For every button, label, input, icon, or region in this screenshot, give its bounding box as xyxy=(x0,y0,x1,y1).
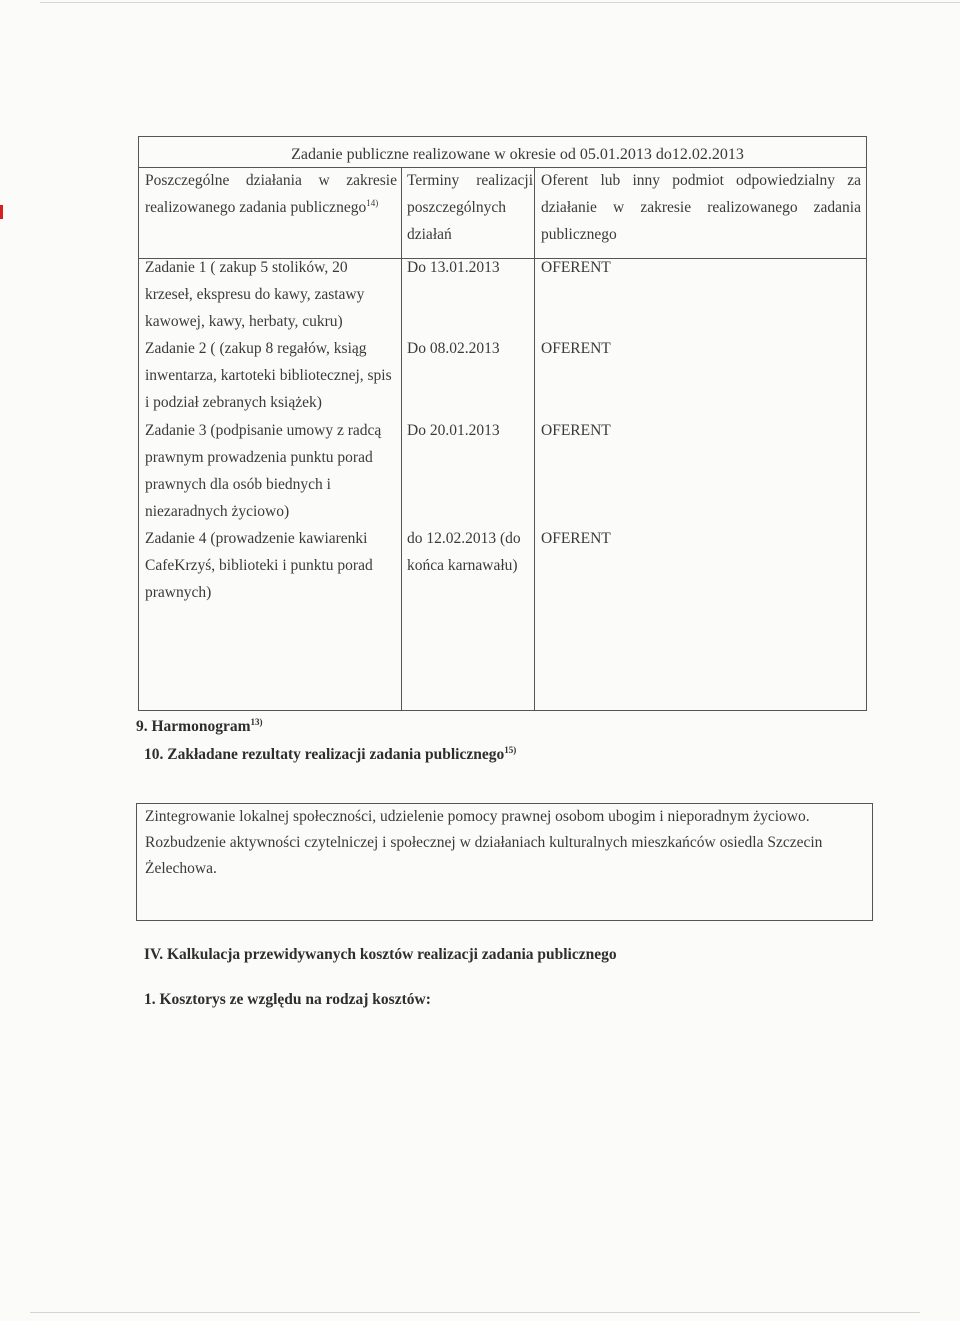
section-10-heading xyxy=(144,746,516,764)
row-1-task-line-1: Zadanie 1 ( zakup 5 stolików, 20 xyxy=(145,259,348,276)
table-row-1-task xyxy=(145,254,397,335)
row-1-task-line-2: krzeseł, ekspresu do kawy, zastawy xyxy=(145,286,365,303)
row-4-term-line-2: końca karnawału) xyxy=(407,557,518,574)
header-terms xyxy=(407,167,533,248)
table-row-3-term xyxy=(407,417,533,444)
column-divider-2 xyxy=(534,167,535,710)
results-line-2: Rozbudzenie aktywności czytelniczej i społecznej w działaniach kulturalnych mieszkańców osiedla Szczecin xyxy=(145,834,823,851)
table-row-1-term xyxy=(407,254,533,281)
table-row-3-responsible: OFERENT xyxy=(541,422,611,439)
results-line-3: Żelechowa. xyxy=(145,860,217,877)
row-3-task-line-1: Zadanie 3 (podpisanie umowy z radcą xyxy=(145,422,382,439)
section-9-label: 9. Harmonogram xyxy=(136,718,251,735)
header-activities-line-1: Poszczególne działania w zakresie xyxy=(145,172,397,189)
section-9-heading xyxy=(136,718,263,736)
header-terms-line-1: Terminy realizacji xyxy=(407,172,533,189)
results-line-1: Zintegrowanie lokalnej społeczności, udzielenie pomocy prawnej osobom ubogim i nieporadnym życiowo. xyxy=(145,808,810,825)
row-4-task-line-1: Zadanie 4 (prowadzenie kawiarenki xyxy=(145,530,368,547)
table-row-1-responsible: OFERENT xyxy=(541,259,611,276)
footnote-14: 14) xyxy=(366,197,379,208)
row-4-term-line-1: do 12.02.2013 (do xyxy=(407,530,521,547)
row-3-task-line-2: prawnym prowadzenia punktu porad xyxy=(145,449,373,466)
row-2-task-line-1: Zadanie 2 ( (zakup 8 regałów, ksiąg xyxy=(145,340,367,357)
table-row-2-responsible: OFERENT xyxy=(541,340,611,357)
scan-top-edge xyxy=(40,2,960,3)
column-divider-1 xyxy=(401,167,402,710)
header-responsible-line-3: publicznego xyxy=(541,226,617,243)
header-responsible-line-1: Oferent lub inny podmiot odpowiedzialny za xyxy=(541,172,861,189)
section-10-label: 10. Zakładane rezultaty realizacji zadania publicznego xyxy=(144,746,505,763)
scan-bottom-edge xyxy=(30,1312,920,1313)
row-2-task-line-3: i podział zebranych książek) xyxy=(145,394,322,411)
section-iv-heading: IV. Kalkulacja przewidywanych kosztów realizacji zadania publicznego xyxy=(144,946,617,963)
header-activities-line-2-text: realizowanego zadania publicznego xyxy=(145,199,367,216)
row-1-term-line-1: Do 13.01.2013 xyxy=(407,259,500,276)
table-row-3-task xyxy=(145,417,397,525)
table-row-2-task xyxy=(145,335,397,416)
scan-margin-mark xyxy=(0,205,3,219)
footnote-13: 13) xyxy=(250,716,263,727)
row-4-task-line-3: prawnych) xyxy=(145,584,212,601)
row-4-task-line-2: CafeKrzyś, biblioteki i punktu porad xyxy=(145,557,373,574)
table-row-4-responsible: OFERENT xyxy=(541,530,611,547)
table-row-4-task xyxy=(145,525,397,606)
row-3-task-line-3: prawnych dla osób biednych i xyxy=(145,476,331,493)
row-2-term-line-1: Do 08.02.2013 xyxy=(407,340,500,357)
header-activities xyxy=(145,167,397,221)
header-terms-line-3: działań xyxy=(407,226,452,243)
row-1-task-line-3: kawowej, kawy, herbaty, cukru) xyxy=(145,313,343,330)
row-3-task-line-4: niezaradnych życiowo) xyxy=(145,503,290,520)
table-title: Zadanie publiczne realizowane w okresie od 05.01.2013 do12.02.2013 xyxy=(291,146,744,163)
table-row-4-term xyxy=(407,525,533,579)
section-iv-1-heading: 1. Kosztorys ze względu na rodzaj kosztów: xyxy=(144,991,431,1008)
header-responsible-line-2: działanie w zakresie realizowanego zadania xyxy=(541,199,861,216)
expected-results-box xyxy=(136,803,873,921)
header-activities-line-2 xyxy=(145,199,378,216)
row-3-term-line-1: Do 20.01.2013 xyxy=(407,422,500,439)
table-row-2-term xyxy=(407,335,533,362)
header-terms-line-2: poszczególnych xyxy=(407,199,506,216)
footnote-15: 15) xyxy=(504,744,517,755)
header-responsible xyxy=(541,167,861,248)
row-2-task-line-2: inwentarza, kartoteki bibliotecznej, spis xyxy=(145,367,392,384)
harmonogram-table xyxy=(138,136,867,711)
